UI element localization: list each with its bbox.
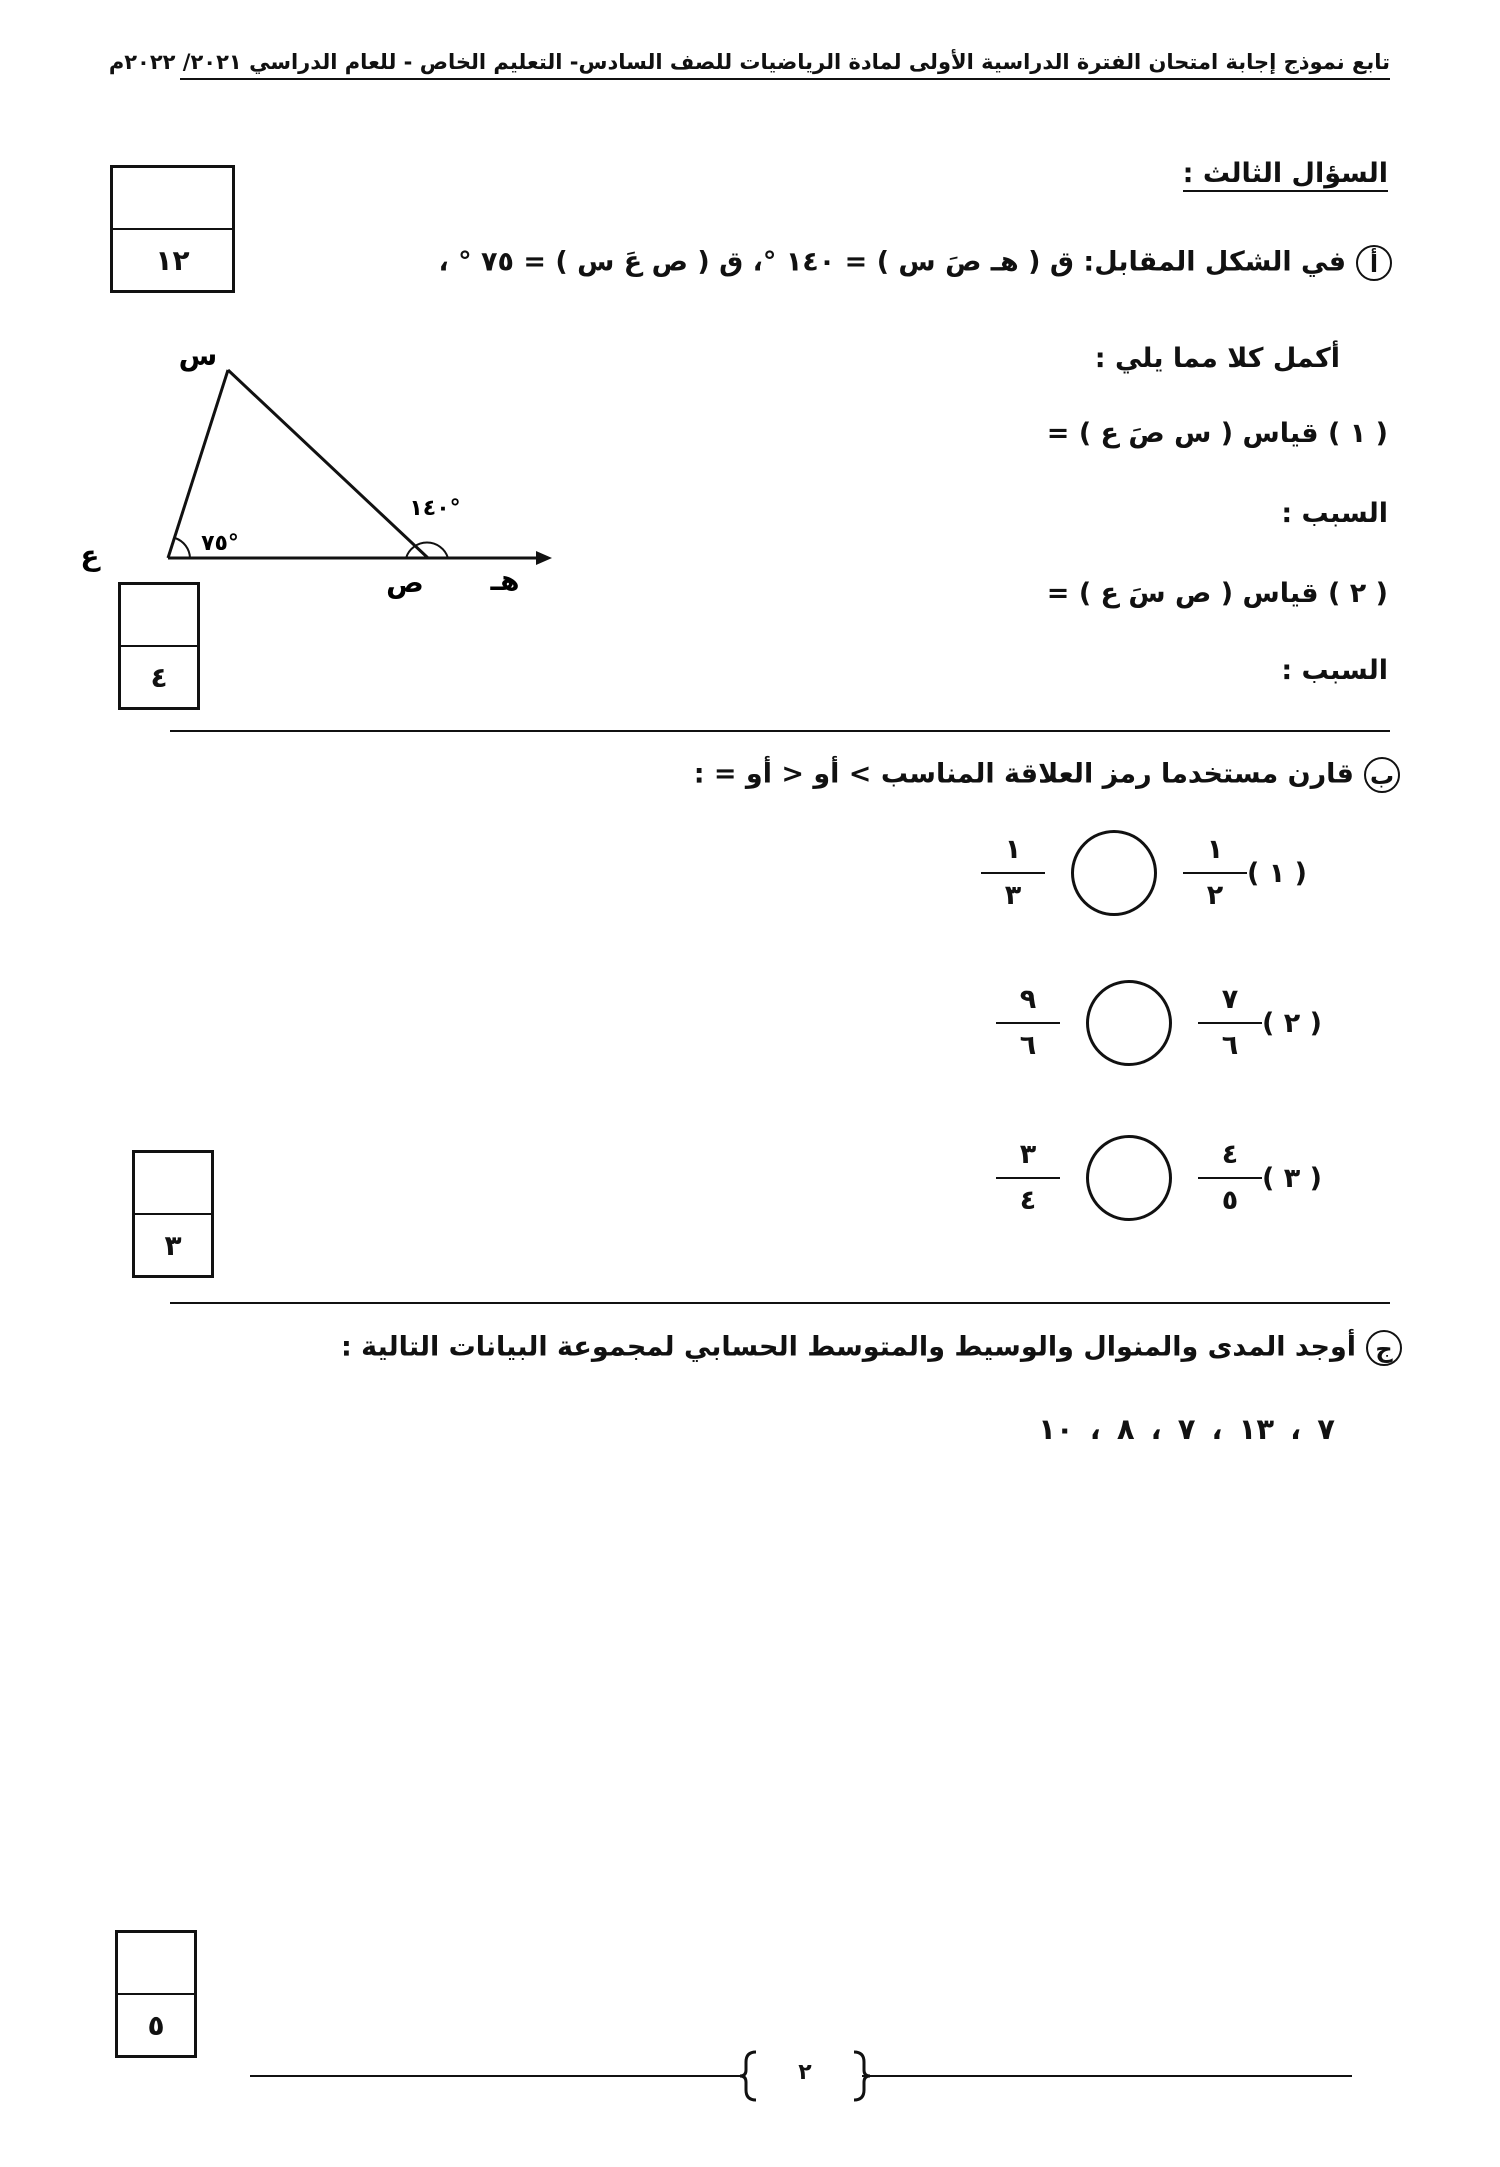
fraction-right (1198, 1139, 1262, 1217)
score-box-part-a (118, 582, 200, 710)
score-value: ٥ (147, 2008, 165, 2042)
score-value: ١٢ (155, 243, 190, 277)
part-c-text: أوجد المدى والمنوال والوسيط والمتوسط الحسابي لمجموعة البيانات التالية : (340, 1331, 1356, 1363)
angle-arc-75 (175, 538, 190, 558)
side-sp (228, 370, 428, 558)
compare-row (981, 830, 1345, 916)
side-as (168, 370, 228, 558)
numerator: ٧ (1221, 984, 1239, 1015)
part-a-instruction: أكمل كلا مما يلي : (1094, 343, 1340, 374)
part-a-statement (438, 245, 1392, 281)
score-box-part-b (132, 1150, 214, 1278)
footer-line-right (862, 2075, 1352, 2077)
answer-circle[interactable] (1086, 980, 1172, 1066)
denominator: ٦ (1221, 1030, 1239, 1061)
part-b-instruction (694, 757, 1400, 793)
data-set: ٧ ، ١٣ ، ٧ ، ٨ ، ١٠ (1038, 1412, 1335, 1446)
row-label: ( ٣ ) (1262, 1162, 1322, 1194)
numerator: ٣ (1019, 1139, 1037, 1170)
fraction-left (981, 834, 1045, 912)
part-b-mark: ب (1364, 757, 1400, 793)
numerator: ١ (1206, 834, 1224, 865)
denominator: ٤ (1019, 1185, 1037, 1216)
divider (170, 1302, 1390, 1304)
score-box-part-c (115, 1930, 197, 2058)
vertex-label-h: هـ (490, 564, 520, 597)
fraction-left (996, 984, 1060, 1062)
compare-row (996, 980, 1360, 1066)
answer-circle[interactable] (1086, 1135, 1172, 1221)
page-number: ٢ (798, 2060, 812, 2085)
numerator: ٤ (1221, 1139, 1239, 1170)
divider (170, 730, 1390, 732)
part-a-reason-2: السبب : (1281, 655, 1388, 686)
part-c-instruction (341, 1330, 1402, 1366)
fraction-right (1183, 834, 1247, 912)
denominator: ٣ (1004, 880, 1022, 911)
question-title: السؤال الثالث : (1183, 158, 1388, 192)
numerator: ٩ (1019, 984, 1037, 1015)
fraction-right (1198, 984, 1262, 1062)
fraction-left (996, 1139, 1060, 1217)
numerator: ١ (1004, 834, 1022, 865)
denominator: ٢ (1206, 880, 1224, 911)
angle-label-75: ٧٥° (201, 531, 239, 556)
denominator: ٥ (1221, 1185, 1239, 1216)
vertex-label-s: س (178, 340, 218, 372)
part-a-item-1: ( ١ ) قياس ( س صَ ع ) = (1046, 418, 1388, 449)
compare-row (996, 1135, 1360, 1221)
vertex-label-a: ع (80, 539, 100, 572)
part-a-reason-1: السبب : (1281, 498, 1388, 529)
answer-circle[interactable] (1071, 830, 1157, 916)
footer-line-left (250, 2075, 745, 2077)
angle-label-140: ١٤٠° (409, 496, 461, 521)
triangle-figure (60, 340, 560, 610)
vertex-label-p: ص (386, 566, 424, 599)
score-value: ٣ (164, 1228, 182, 1262)
page-header: تابع نموذج إجابة امتحان الفترة الدراسية الأولى لمادة الرياضيات للصف السادس- التعليم الخاص - للعام الدراسي ٢٠٢١/ ٢٠٢٢م (180, 50, 1390, 80)
denominator: ٦ (1019, 1030, 1037, 1061)
score-value: ٤ (150, 660, 168, 694)
part-b-text: قارن مستخدما رمز العلاقة المناسب > أو < أو = : (693, 758, 1354, 790)
arrow-head (536, 551, 552, 565)
part-a-mark: أ (1356, 245, 1392, 281)
row-label: ( ١ ) (1247, 857, 1307, 889)
part-c-mark: ج (1366, 1330, 1402, 1366)
part-a-text: في الشكل المقابل: ق ( هـ صَ س ) = ١٤٠ °، ق ( ص عَ س ) = ٧٥ ° ، (438, 246, 1346, 278)
row-label: ( ٢ ) (1262, 1007, 1322, 1039)
score-box-total (110, 165, 235, 293)
part-a-item-2: ( ٢ ) قياس ( ص سَ ع ) = (1046, 578, 1388, 609)
